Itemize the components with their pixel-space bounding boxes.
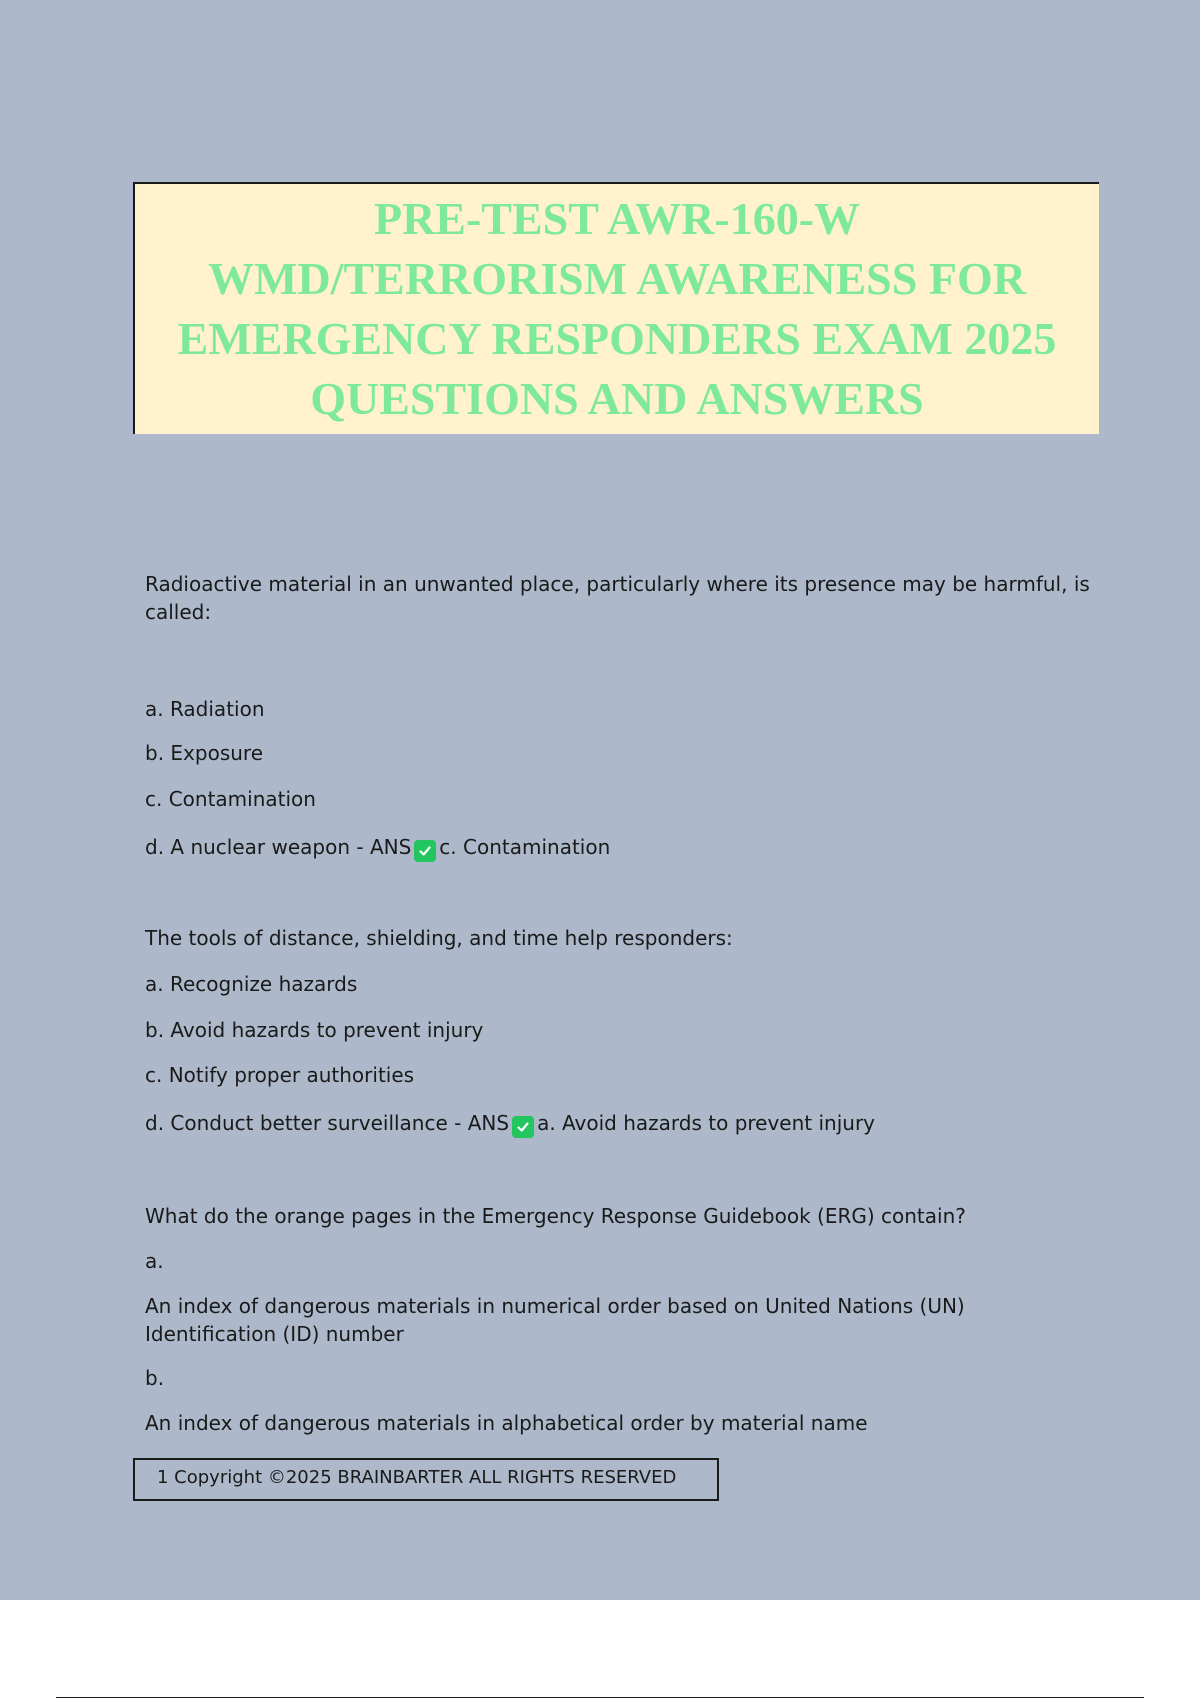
- question-2-option-d: [145, 1109, 1095, 1138]
- title-line-2: WMD/TERRORISM AWARENESS FOR: [208, 253, 1026, 304]
- title-banner: [133, 182, 1099, 434]
- title-line-1: PRE-TEST AWR-160-W: [373, 193, 861, 244]
- copyright-footer: 1 Copyright ©2025 BRAINBARTER ALL RIGHTS RESERVED: [133, 1458, 719, 1501]
- question-1-option-d: [145, 833, 1095, 862]
- question-3-prompt: What do the orange pages in the Emergency Response Guidebook (ERG) contain?: [145, 1204, 966, 1228]
- title-line-4: QUESTIONS AND ANSWERS: [310, 373, 924, 424]
- title-line-3: EMERGENCY RESPONDERS EXAM 2025: [177, 313, 1057, 364]
- question-2-prompt: The tools of distance, shielding, and time help responders:: [145, 926, 733, 950]
- question-2-option-d-text: d. Conduct better surveillance - ANS: [145, 1111, 510, 1135]
- check-mark-icon: [414, 840, 436, 862]
- questions-content: [145, 570, 1095, 1437]
- question-2-option-c: c. Notify proper authorities: [145, 1063, 415, 1087]
- page-divider: [56, 1697, 1144, 1698]
- question-1-prompt: Radioactive material in an unwanted place, particularly where its presence may be harmful, is called:: [145, 572, 1090, 624]
- question-2-option-b: b. Avoid hazards to prevent injury: [145, 1018, 484, 1042]
- question-1-option-d-text: d. A nuclear weapon - ANS: [145, 835, 412, 859]
- question-3: [145, 1202, 1095, 1437]
- question-3-option-b-label: b.: [145, 1366, 165, 1390]
- question-1-option-a: a. Radiation: [145, 697, 265, 721]
- check-mark-icon: [512, 1116, 534, 1138]
- question-1: [145, 570, 1095, 862]
- question-3-option-a-label: a.: [145, 1249, 164, 1273]
- question-2-option-a: a. Recognize hazards: [145, 972, 358, 996]
- question-3-option-b-text: An index of dangerous materials in alphabetical order by material name: [145, 1411, 868, 1435]
- question-2-answer: a. Avoid hazards to prevent injury: [537, 1111, 876, 1135]
- question-2: [145, 924, 1095, 1138]
- document-title: [172, 189, 1063, 429]
- question-1-option-b: b. Exposure: [145, 741, 263, 765]
- question-3-option-a-text: An index of dangerous materials in numerical order based on United Nations (UN) Identification (ID) number: [145, 1294, 965, 1346]
- question-1-answer: c. Contamination: [439, 835, 611, 859]
- question-1-option-c: c. Contamination: [145, 787, 316, 811]
